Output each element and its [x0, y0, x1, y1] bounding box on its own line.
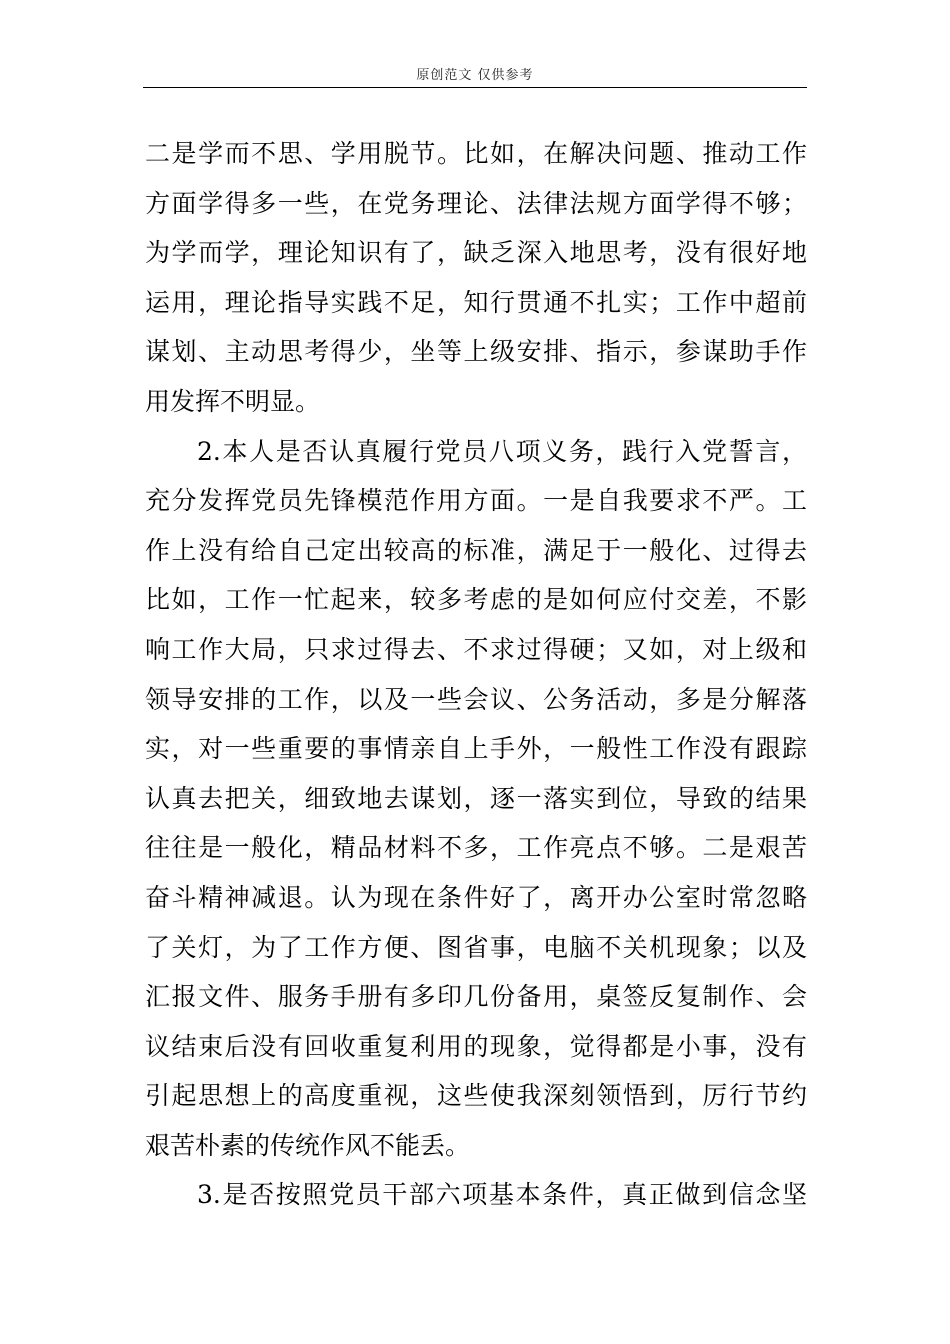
text-line: 汇报文件、服务手册有多印几份备用，桌签反复制作、会 [145, 982, 807, 1012]
text-line: 认真去把关，细致地去谋划，逐一落实到位，导致的结果 [145, 783, 807, 813]
paragraph-2 [145, 427, 807, 1171]
page-header [143, 60, 807, 88]
text-line: 2.本人是否认真履行党员八项义务，践行入党誓言， [197, 436, 807, 466]
text-line: 往往是一般化，精品材料不多，工作亮点不够。二是艰苦 [145, 833, 807, 863]
text-line: 谋划、主动思考得少，坐等上级安排、指示，参谋助手作 [145, 337, 807, 367]
text-line: 领导安排的工作，以及一些会议、公务活动，多是分解落 [145, 684, 807, 714]
header-rule [143, 87, 807, 88]
text-line: 运用，理论指导实践不足，知行贯通不扎实；工作中超前 [145, 287, 807, 317]
header-text: 原创范文 仅供参考 [416, 68, 534, 83]
text-line: 议结束后没有回收重复利用的现象，觉得都是小事，没有 [145, 1031, 807, 1061]
text-line: 了关灯，为了工作方便、图省事，电脑不关机现象；以及 [145, 932, 807, 962]
paragraph-3 [145, 1170, 807, 1220]
text-line: 用发挥不明显。 [145, 386, 321, 416]
text-line: 艰苦朴素的传统作风不能丢。 [145, 1130, 471, 1160]
document-body [145, 129, 807, 1220]
text-line: 充分发挥党员先锋模范作用方面。一是自我要求不严。工 [145, 486, 807, 516]
text-line: 响工作大局，只求过得去、不求过得硬；又如，对上级和 [145, 634, 807, 664]
paragraph-1 [145, 129, 807, 427]
text-line: 引起思想上的高度重视，这些使我深刻领悟到，厉行节约 [145, 1081, 807, 1111]
text-line: 实，对一些重要的事情亲自上手外，一般性工作没有跟踪 [145, 734, 807, 764]
text-line: 作上没有给自己定出较高的标准，满足于一般化、过得去 [145, 535, 807, 565]
text-line: 二是学而不思、学用脱节。比如，在解决问题、推动工作 [145, 139, 807, 168]
text-line: 奋斗精神减退。认为现在条件好了，离开办公室时常忽略 [145, 882, 807, 912]
text-line: 方面学得多一些，在党务理论、法律法规方面学得不够； [145, 188, 807, 218]
text-line: 比如，工作一忙起来，较多考虑的是如何应付交差，不影 [145, 585, 807, 615]
text-line: 为学而学，理论知识有了，缺乏深入地思考，没有很好地 [145, 238, 807, 268]
text-line: 3.是否按照党员干部六项基本条件，真正做到信念坚 [197, 1180, 807, 1210]
